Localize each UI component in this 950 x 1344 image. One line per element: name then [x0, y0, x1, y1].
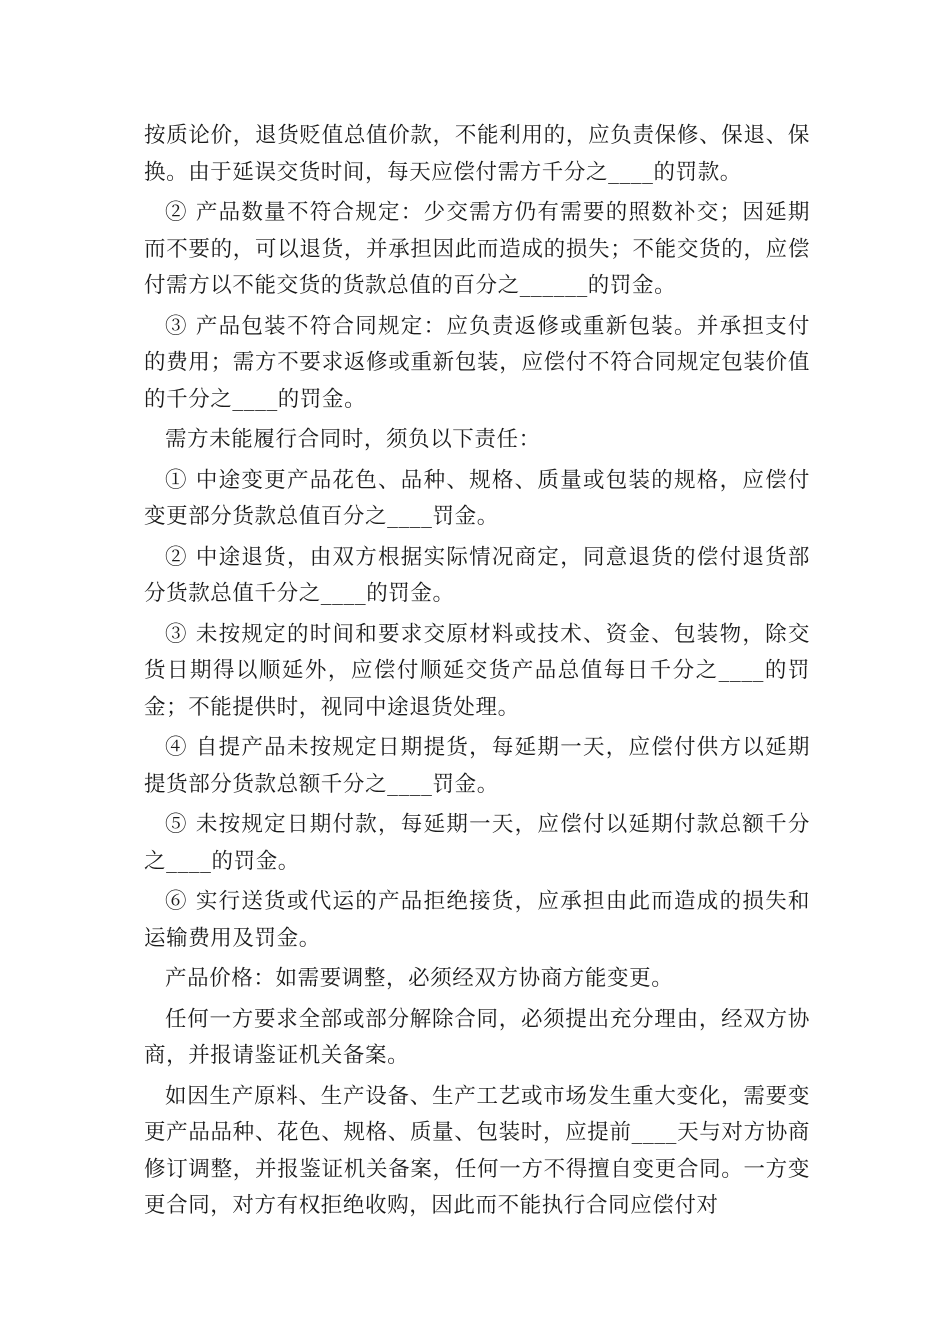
- paragraph-packaging-clause: ③ 产品包装不符合同规定：应负责返修或重新包装。并承担支付的费用；需方不要求返修或重新包装，应偿付不符合同规定包装价值的千分之____的罚金。: [144, 313, 810, 412]
- paragraph-product-price: 产品价格：如需要调整，必须经双方协商方能变更。: [165, 966, 674, 991]
- paragraph-termination: 任何一方要求全部或部分解除合同，必须提出充分理由，经双方协商，并报请鉴证机关备案。: [144, 1006, 810, 1068]
- paragraph-buyer-change-spec: ① 中途变更产品花色、品种、规格、质量或包装的规格，应偿付变更部分货款总值百分之____罚金。: [144, 467, 810, 529]
- paragraph-buyer-liability-heading: 需方未能履行合同时，须负以下责任：: [165, 427, 541, 452]
- paragraph-buyer-pickup-delay: ④ 自提产品未按规定日期提货，每延期一天，应偿付供方以延期提货部分货款总额千分之____罚金。: [144, 735, 810, 797]
- paragraph-buyer-refuse-delivery: ⑥ 实行送货或代运的产品拒绝接货，应承担由此而造成的损失和运输费用及罚金。: [144, 889, 810, 951]
- paragraph-quality-pricing: 按质论价，退货贬值总值价款，不能利用的，应负责保修、保退、保换。由于延误交货时间，每天应偿付需方千分之____的罚款。: [144, 123, 810, 185]
- paragraph-buyer-materials: ③ 未按规定的时间和要求交原材料或技术、资金、包装物，除交货日期得以顺延外，应偿付顺延交货产品总值每日千分之____的罚金；不能提供时，视同中途退货处理。: [144, 621, 810, 720]
- paragraph-contract-change: 如因生产原料、生产设备、生产工艺或市场发生重大变化，需要变更产品品种、花色、规格、质量、包装时，应提前____天与对方协商修订调整，并报鉴证机关备案，任何一方不得擅自变更合同。一方变更合同，对方有权拒绝收购，因此而不能执行合同应偿付对: [144, 1083, 810, 1218]
- paragraph-buyer-payment-delay: ⑤ 未按规定日期付款，每延期一天，应偿付以延期付款总额千分之____的罚金。: [144, 812, 810, 874]
- paragraph-quantity-clause: ② 产品数量不符合规定：少交需方仍有需要的照数补交；因延期而不要的，可以退货，并承担因此而造成的损失；不能交货的，应偿付需方以不能交货的货款总值的百分之______的罚金。: [144, 200, 810, 298]
- paragraph-buyer-return: ② 中途退货，由双方根据实际情况商定，同意退货的偿付退货部分货款总值千分之____的罚金。: [144, 544, 810, 606]
